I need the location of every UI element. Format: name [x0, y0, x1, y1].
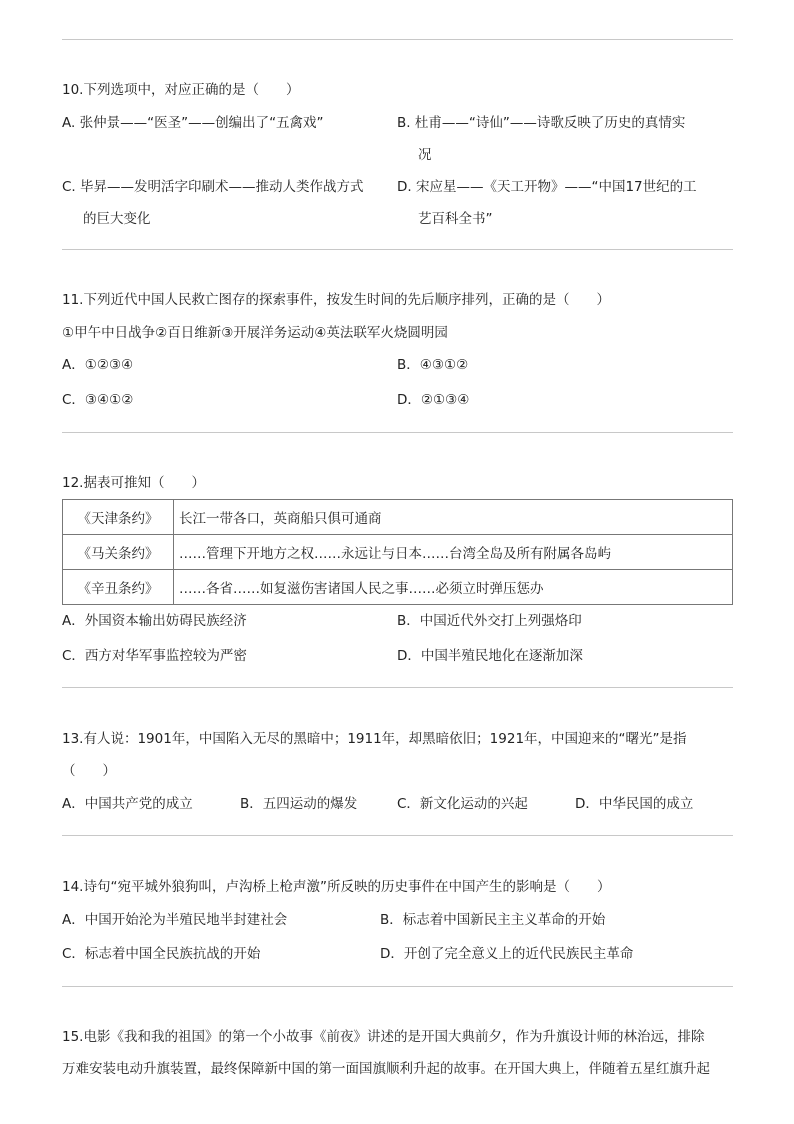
q10-option-b[interactable]: B. 杜甫——“诗仙”——诗歌反映了历史的真情实: [397, 115, 686, 131]
q13-option-d[interactable]: D．中华民国的成立: [575, 796, 694, 812]
q11-option-a[interactable]: A．①②③④: [62, 357, 134, 373]
q15-stem: 15.电影《我和我的祖国》的第一个小故事《前夜》讲述的是开国大典前夕，作为升旗设计师的林治远，排除: [62, 1029, 705, 1045]
table-row: [63, 500, 733, 535]
divider-q10: [62, 249, 733, 250]
q13-option-c[interactable]: C．新文化运动的兴起: [397, 796, 528, 812]
treaty-name: 《天津条约》: [63, 500, 174, 535]
divider-q11: [62, 432, 733, 433]
treaty-name: 《马关条约》: [63, 535, 174, 570]
treaty-content: ……管理下开地方之权……永远让与日本……台湾全岛及所有附属各岛屿: [174, 535, 733, 570]
q12-option-d[interactable]: D．中国半殖民地化在逐渐加深: [397, 648, 583, 664]
q12-treaty-table: [62, 499, 733, 605]
q10-stem: 10.下列选项中，对应正确的是（ ）: [62, 82, 300, 98]
q14-stem: 14.诗句“宛平城外狼狗叫，卢沟桥上枪声激”所反映的历史事件在中国产生的影响是（ ）: [62, 879, 611, 895]
q11-option-b[interactable]: B．④③①②: [397, 357, 469, 373]
q13-stem: 13.有人说：1901年，中国陷入无尽的黑暗中；1911年，却黑暗依旧；1921年，中国迎来的“曙光”是指: [62, 731, 687, 747]
q12-option-c[interactable]: C．西方对华军事监控较为严密: [62, 648, 247, 664]
q14-option-d[interactable]: D．开创了完全意义上的近代民族民主革命: [380, 946, 634, 962]
divider-q13: [62, 835, 733, 836]
q10-option-c[interactable]: C. 毕昇——发明活字印刷术——推动人类作战方式: [62, 179, 364, 195]
q14-option-c[interactable]: C．标志着中国全民族抗战的开始: [62, 946, 261, 962]
treaty-name: 《辛丑条约》: [63, 570, 174, 605]
q10-option-d-cont: 艺百科全书”: [418, 211, 493, 227]
q11-stem: 11.下列近代中国人民救亡图存的探索事件，按发生时间的先后顺序排列，正确的是（ ）: [62, 292, 610, 308]
q10-option-c-cont: 的巨大变化: [83, 211, 151, 227]
table-row: [63, 535, 733, 570]
q12-stem: 12.据表可推知（ ）: [62, 475, 205, 491]
q11-events: ①甲午中日战争②百日维新③开展洋务运动④英法联军火烧圆明园: [62, 325, 448, 341]
q10-option-b-cont: 况: [418, 147, 432, 163]
q11-option-d[interactable]: D．②①③④: [397, 392, 470, 408]
q13-option-a[interactable]: A．中国共产党的成立: [62, 796, 193, 812]
q13-option-b[interactable]: B．五四运动的爆发: [240, 796, 358, 812]
q14-option-b[interactable]: B．标志着中国新民主主义革命的开始: [380, 912, 606, 928]
treaty-content: 长江一带各口，英商船只俱可通商: [174, 500, 733, 535]
q11-option-c[interactable]: C．③④①②: [62, 392, 134, 408]
divider-q12: [62, 687, 733, 688]
q12-option-b[interactable]: B．中国近代外交打上列强烙印: [397, 613, 582, 629]
divider-q14: [62, 986, 733, 987]
q13-stem-cont: （ ）: [62, 763, 116, 779]
q10-option-d[interactable]: D. 宋应星——《天工开物》——“中国17世纪的工: [397, 179, 697, 195]
q14-option-a[interactable]: A．中国开始沦为半殖民地半封建社会: [62, 912, 288, 928]
q12-option-a[interactable]: A．外国资本输出妨碍民族经济: [62, 613, 247, 629]
treaty-content: ……各省……如复滋伤害诸国人民之事……必须立时弹压惩办: [174, 570, 733, 605]
q10-option-a[interactable]: A. 张仲景——“医圣”——创编出了“五禽戏”: [62, 115, 324, 131]
q15-stem-cont: 万难安装电动升旗装置，最终保障新中国的第一面国旗顺利升起的故事。在开国大典上，伴随着五星红旗升起: [62, 1061, 710, 1077]
table-row: [63, 570, 733, 605]
divider-top: [62, 39, 733, 40]
